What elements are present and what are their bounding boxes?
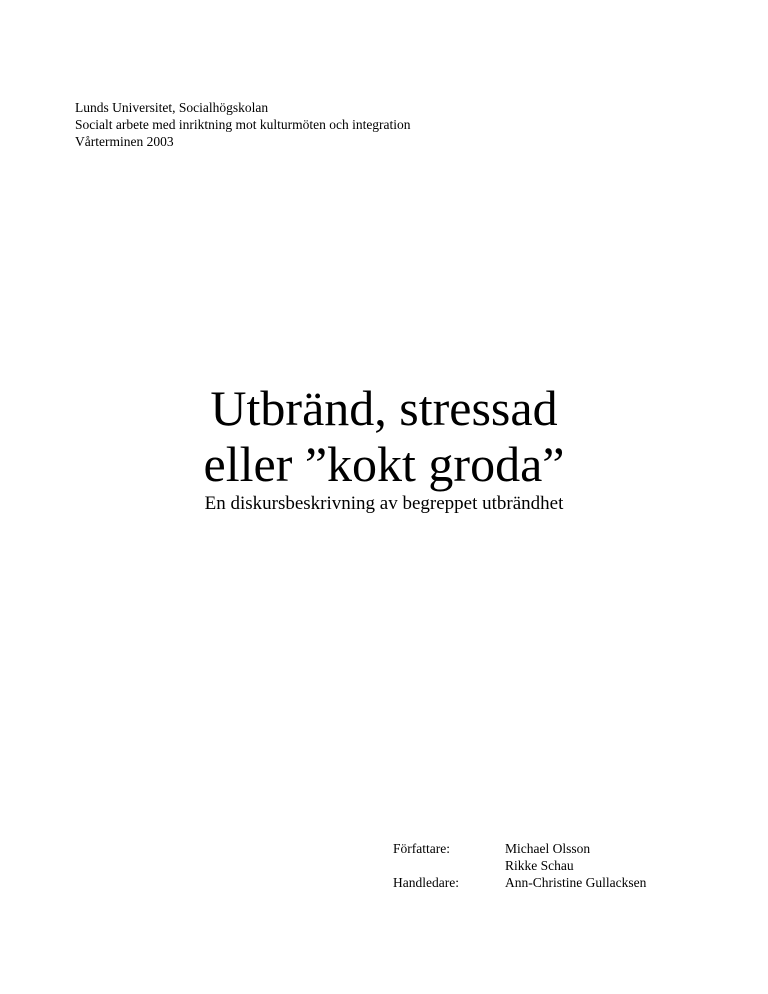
program-line: Socialt arbete med inriktning mot kulturmöten och integration (75, 117, 411, 132)
credits-block (393, 840, 646, 891)
university-line: Lunds Universitet, Socialhögskolan (75, 100, 269, 115)
author-name: Rikke Schau (505, 858, 574, 873)
subtitle: En diskursbeskrivning av begreppet utbrändhet (204, 493, 564, 514)
credit-row-author-2 (393, 857, 646, 874)
author-role-label: Författare: (393, 841, 450, 856)
title-line-2: eller ”kokt groda” (203, 436, 565, 492)
document-header (75, 99, 411, 150)
credit-row-supervisor (393, 874, 646, 891)
credit-row-author-1 (393, 840, 646, 857)
supervisor-role-label: Handledare: (393, 875, 459, 890)
title-line-1: Utbränd, stressad (210, 380, 558, 436)
title-block (0, 380, 768, 516)
supervisor-name: Ann-Christine Gullacksen (505, 875, 647, 890)
author-name: Michael Olsson (505, 841, 591, 856)
author-role-label-empty (393, 857, 505, 874)
term-line: Vårterminen 2003 (75, 134, 174, 149)
